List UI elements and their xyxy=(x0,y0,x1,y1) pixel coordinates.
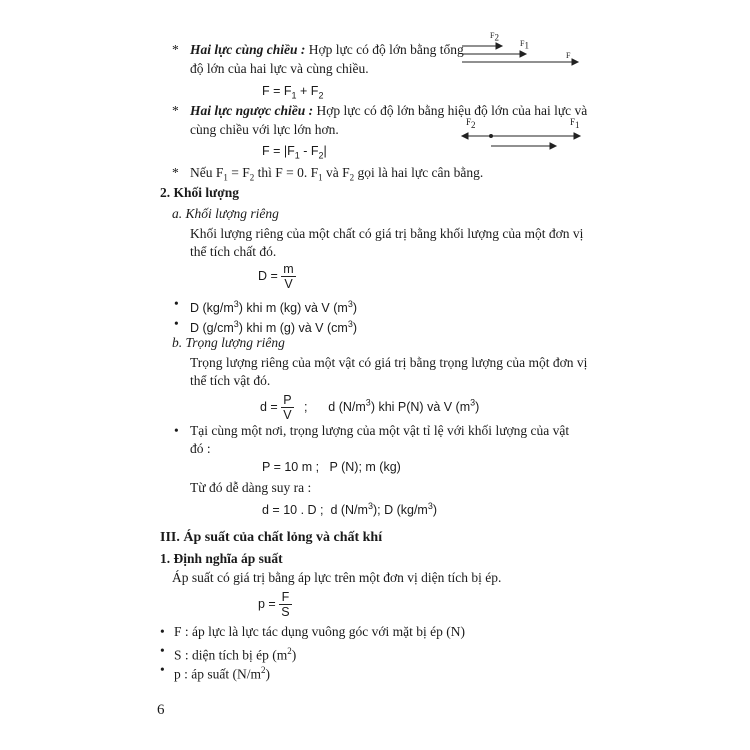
f2-label xyxy=(490,32,499,42)
t: 2 xyxy=(349,172,355,183)
page-number: 6 xyxy=(157,702,165,718)
f1-label xyxy=(520,40,529,50)
text: độ lớn của hai lực và cùng chiều. xyxy=(190,61,369,76)
text: Tại cùng một nơi, trọng lượng của một vật tỉ lệ với khối lượng của vật xyxy=(190,423,570,438)
t: ) khi P(N) và V (m xyxy=(370,399,471,414)
t: 2 xyxy=(471,119,476,130)
t: ) khi m (g) và V (cm xyxy=(238,321,348,336)
t: 3 xyxy=(347,299,353,309)
section-heading: 2. Khối lượng xyxy=(160,185,239,200)
t: ) khi m (kg) và V (m xyxy=(238,301,348,316)
text: cùng chiều với lực lớn hơn. xyxy=(190,122,339,137)
bullet-dot: • xyxy=(174,423,179,438)
t: S : diện tích bị ép (m xyxy=(174,647,288,663)
bullet-star: * xyxy=(172,42,179,57)
text: Khối lượng riêng của một chất có giá trị bằng khối lượng của một đơn vị xyxy=(190,226,584,241)
term: Hai lực cùng chiều : xyxy=(190,42,306,57)
f-label: F xyxy=(566,51,571,60)
t: 3 xyxy=(233,319,239,329)
opposite-direction-text xyxy=(190,103,587,119)
t: F = F xyxy=(262,84,292,98)
t: 1 xyxy=(524,40,529,51)
t: 1 xyxy=(223,172,228,183)
t: 1 xyxy=(575,119,580,130)
text: Trọng lượng riêng của một vật có giá trị bằng trọng lượng của một đơn vị xyxy=(190,355,588,370)
t: 2 xyxy=(261,665,266,675)
t: 1 xyxy=(318,172,323,183)
same-direction-diagram xyxy=(460,32,590,72)
t: p : áp suất (N/m xyxy=(174,666,261,682)
t: F = |F xyxy=(262,144,295,158)
fraction xyxy=(279,590,291,619)
f2-label xyxy=(466,118,476,130)
t: F xyxy=(520,39,525,48)
t: 2 xyxy=(494,32,499,43)
term: Hai lực ngược chiều : xyxy=(190,103,314,118)
t: Nếu F xyxy=(190,165,224,180)
list-item: F : áp lực là lực tác dụng vuông góc với mặt bị ép (N) xyxy=(174,624,465,639)
same-direction-text xyxy=(190,42,464,58)
text: Hợp lực có độ lớn bằng hiệu độ lớn của hai lực và xyxy=(313,103,588,118)
t: ) xyxy=(432,503,438,518)
bullet-star: * xyxy=(172,165,179,180)
unit-line xyxy=(190,296,357,316)
text: thể tích vật đó. xyxy=(190,373,271,388)
specific-weight-formula xyxy=(260,393,479,422)
bullet-dot: • xyxy=(174,316,179,331)
formula-sum xyxy=(262,83,323,104)
t: 1 xyxy=(294,150,300,161)
t: p = xyxy=(258,596,276,611)
t: ; d (N/m xyxy=(303,399,366,414)
text: Từ đó dễ dàng suy ra : xyxy=(190,480,312,495)
t: 3 xyxy=(365,397,371,408)
t: ); D (kg/m xyxy=(372,503,428,518)
t: d = 10 . D ; d (N/m xyxy=(262,503,368,518)
d-D-formula xyxy=(262,498,437,518)
t: | xyxy=(323,144,327,158)
t: V xyxy=(283,408,292,422)
list-item xyxy=(174,643,296,664)
t: ) xyxy=(291,647,297,663)
weight-formula: P = 10 m ; P (N); m (kg) xyxy=(262,460,401,474)
t: d = xyxy=(260,399,278,414)
section-heading: III. Áp suất của chất lỏng và chất khí xyxy=(160,530,383,545)
bullet-dot: • xyxy=(160,662,165,677)
t: + F xyxy=(296,84,319,98)
density-formula xyxy=(258,262,296,291)
t: 2 xyxy=(318,150,324,161)
fraction xyxy=(281,393,293,422)
t: - F xyxy=(299,144,319,158)
t: P xyxy=(283,393,292,407)
t: 2 xyxy=(249,172,255,183)
t: F xyxy=(279,590,291,605)
t: 3 xyxy=(347,319,353,329)
text: đó : xyxy=(190,441,211,456)
text: thể tích chất đó. xyxy=(190,244,277,259)
subsection-heading: a. Khối lượng riêng xyxy=(172,206,279,221)
t: và F xyxy=(322,165,350,180)
pressure-formula xyxy=(258,590,292,619)
f1-label xyxy=(570,118,580,130)
bullet-dot: • xyxy=(160,624,165,639)
t: 2 xyxy=(318,90,324,101)
t: S xyxy=(281,605,290,619)
t: F xyxy=(490,31,495,40)
t: V xyxy=(284,277,293,291)
t: ) xyxy=(265,666,270,682)
subsection-heading: 1. Định nghĩa áp suất xyxy=(160,551,283,566)
list-item xyxy=(174,662,270,683)
t: F xyxy=(570,117,576,127)
t: 2 xyxy=(287,646,292,656)
fraction xyxy=(281,262,295,291)
t: gọi là hai lực cân bằng. xyxy=(354,165,484,180)
t: 3 xyxy=(367,501,373,511)
balanced-forces-text xyxy=(190,165,483,186)
t: thì F = 0. F xyxy=(254,165,319,180)
text: Áp suất có giá trị bằng áp lực trên một đơn vị diện tích bị ép. xyxy=(172,570,502,585)
t: 3 xyxy=(427,501,433,511)
formula-diff xyxy=(262,143,327,164)
unit-line xyxy=(190,316,357,336)
t: D (kg/m xyxy=(190,301,234,316)
t: 1 xyxy=(291,90,297,101)
text: Hợp lực có độ lớn bằng tổng xyxy=(305,42,464,57)
t: D (g/cm xyxy=(190,321,234,336)
opposite-direction-diagram xyxy=(460,130,590,154)
t: m xyxy=(283,262,294,276)
t: 3 xyxy=(233,299,239,309)
t: ) xyxy=(352,321,357,336)
t: 3 xyxy=(470,397,476,408)
t: = F xyxy=(227,165,250,180)
t: ) xyxy=(352,301,357,316)
t: D = xyxy=(258,268,278,283)
bullet-dot: • xyxy=(160,643,165,658)
t: F xyxy=(466,117,472,127)
t: ) xyxy=(475,399,480,414)
bullet-star: * xyxy=(172,103,179,118)
subsection-heading: b. Trọng lượng riêng xyxy=(172,335,285,350)
bullet-dot: • xyxy=(174,296,179,311)
